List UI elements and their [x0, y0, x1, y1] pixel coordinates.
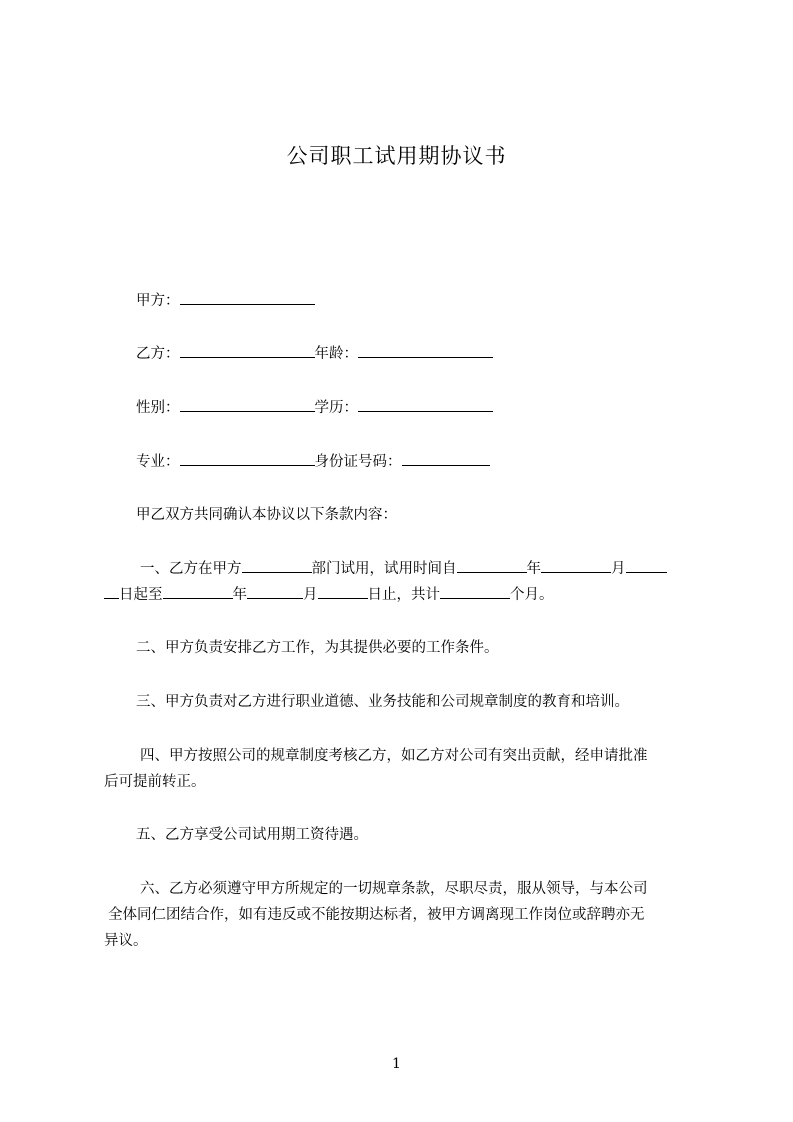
age-label: 年龄：: [314, 346, 358, 362]
department-blank[interactable]: [242, 557, 312, 573]
clause-1-text-d: 月: [611, 561, 626, 577]
id-number-label: 身份证号码：: [314, 454, 402, 470]
clause-1-text-e: 日起至: [119, 587, 163, 603]
party-a-label: 甲方：: [136, 293, 180, 309]
field-gender-education: [104, 395, 736, 421]
start-day-blank-part2[interactable]: [104, 583, 119, 599]
start-year-blank[interactable]: [457, 557, 527, 573]
party-b-label: 乙方：: [136, 346, 180, 362]
education-blank[interactable]: [358, 396, 493, 412]
field-party-a: [104, 288, 736, 314]
end-day-blank[interactable]: [318, 583, 368, 599]
clause-1-text-g: 月: [303, 587, 318, 603]
party-b-blank[interactable]: [180, 342, 315, 358]
gender-blank[interactable]: [180, 396, 315, 412]
clause-4-line-1: 四、甲方按照公司的规章制度考核乙方，如乙方对公司有突出贡献，经申请批准: [140, 748, 648, 764]
field-major-id: [104, 449, 736, 475]
total-months-blank[interactable]: [440, 583, 510, 599]
page-number: 1: [392, 1056, 401, 1072]
clause-1-text-f: 年: [232, 587, 247, 603]
intro-text: 甲乙双方共同确认本协议以下条款内容：: [136, 507, 397, 523]
gender-label: 性别：: [136, 400, 180, 416]
major-blank[interactable]: [180, 450, 315, 466]
start-day-blank-part1[interactable]: [626, 557, 667, 573]
clause-1-text-h: 日止，共计: [367, 587, 440, 603]
clause-1-line-1: [104, 556, 740, 582]
clause-3: 三、甲方负责对乙方进行职业道德、业务技能和公司规章制度的教育和培训。: [136, 694, 629, 710]
start-month-blank[interactable]: [541, 557, 611, 573]
end-month-blank[interactable]: [247, 583, 303, 599]
id-number-blank[interactable]: [402, 450, 490, 466]
clause-1-text-a: 一、乙方在甲方: [140, 561, 242, 577]
end-year-blank[interactable]: [163, 583, 233, 599]
clause-4-line-2: 后可提前转正。: [104, 774, 206, 790]
clause-1-text-i: 个月。: [510, 587, 554, 603]
clause-2: 二、甲方负责安排乙方工作，为其提供必要的工作条件。: [136, 640, 499, 656]
clause-1-text-c: 年: [526, 561, 541, 577]
clause-1-text-b: 部门试用，试用时间自: [311, 561, 457, 577]
major-label: 专业：: [136, 454, 180, 470]
field-party-b-age: [104, 341, 736, 367]
clause-6-line-2: 全体同仁团结合作，如有违反或不能按期达标者，被甲方调离现工作岗位或辞聘亦无: [108, 907, 645, 923]
clause-5: 五、乙方享受公司试用期工资待遇。: [136, 827, 368, 843]
party-a-blank[interactable]: [180, 289, 315, 305]
education-label: 学历：: [314, 400, 358, 416]
clause-1-line-2: [104, 582, 704, 608]
age-blank[interactable]: [358, 342, 493, 358]
clause-6-line-1: 六、乙方必须遵守甲方所规定的一切规章条款，尽职尽责，服从领导，与本公司: [140, 881, 648, 897]
document-title: 公司职工试用期协议书: [286, 144, 507, 168]
clause-6-line-3: 异议。: [104, 933, 148, 949]
